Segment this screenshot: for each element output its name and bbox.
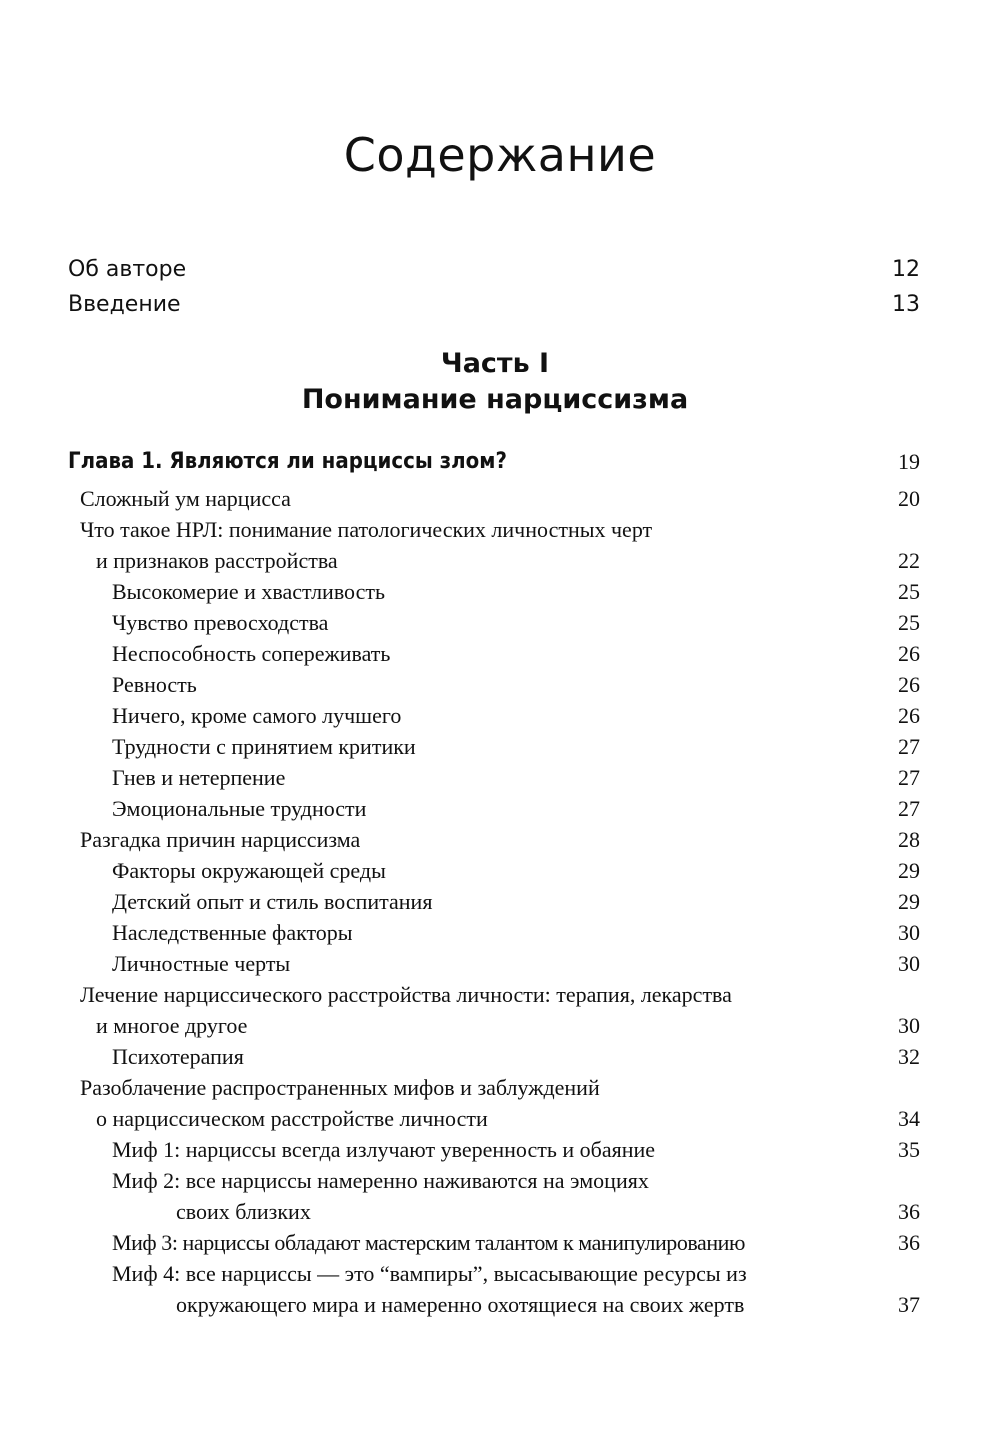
toc-entry — [0, 855, 1000, 887]
toc-entry-page: 27 — [898, 765, 920, 790]
toc-entry-page: 36 — [898, 1230, 920, 1255]
toc-entry — [0, 793, 1000, 825]
toc-entry — [0, 917, 1000, 949]
toc-entry-page: 29 — [898, 858, 920, 883]
toc-entry-page: 26 — [898, 672, 920, 697]
toc-entry — [0, 1289, 1000, 1321]
toc-entry — [0, 1103, 1000, 1135]
toc-entry-label: Миф 3: нарциссы обладают мастерским талантом к манипулированию — [112, 1230, 745, 1255]
chapter-label: Глава 1. Являются ли нарциссы злом? — [68, 449, 507, 474]
toc-chapter-1 — [0, 446, 1000, 478]
toc-entry-label: Ревность — [112, 672, 197, 697]
toc-entry-label: Чувство превосходства — [112, 610, 329, 635]
toc-entry-label: Личностные черты — [112, 951, 291, 976]
toc-entry — [0, 762, 1000, 794]
toc-entry-label: Ничего, кроме самого лучшего — [112, 703, 402, 728]
toc-entry-page: 36 — [898, 1199, 920, 1224]
toc-entry-page: 29 — [898, 889, 920, 914]
toc-entry-page: 30 — [898, 1013, 920, 1038]
toc-entry — [0, 1010, 1000, 1042]
toc-entry-label: Введение — [68, 292, 181, 317]
toc-entry — [0, 979, 1000, 1011]
toc-entry — [0, 1134, 1000, 1166]
toc-entry — [0, 483, 1000, 515]
toc-entry — [0, 514, 1000, 546]
toc-entry — [0, 607, 1000, 639]
toc-entry-label: Что такое НРЛ: понимание патологических личностных черт — [80, 517, 653, 542]
toc-entry — [0, 1258, 1000, 1290]
part-label: Часть I — [440, 348, 550, 379]
toc-entry-page: 27 — [898, 734, 920, 759]
toc-entry-label: Миф 4: все нарциссы — это “вампиры”, высасывающие ресурсы из — [112, 1261, 747, 1286]
toc-entry-page: 30 — [898, 951, 920, 976]
toc-entry-page: 22 — [898, 548, 920, 573]
toc-entry-label: о нарциссическом расстройстве личности — [96, 1106, 488, 1131]
toc-entry-label: Наследственные факторы — [112, 920, 353, 945]
toc-entry-page: 28 — [898, 827, 920, 852]
toc-entry — [0, 1072, 1000, 1104]
toc-entry-label: Миф 2: все нарциссы намеренно наживаются на эмоциях — [112, 1168, 649, 1193]
toc-entry — [0, 1227, 1000, 1259]
page-title: Содержание — [343, 128, 657, 182]
toc-entry — [0, 638, 1000, 670]
toc-entry-page: 13 — [892, 292, 920, 317]
toc-entry-label: окружающего мира и намеренно охотящиеся на своих жертв — [176, 1292, 745, 1317]
toc-entry — [0, 824, 1000, 856]
toc-entry-label: Трудности с принятием критики — [112, 734, 416, 759]
toc-entry-page: 26 — [898, 641, 920, 666]
toc-entry-page: 12 — [892, 257, 920, 282]
toc-entry-label: и признаков расстройства — [96, 548, 338, 573]
toc-entry — [0, 1196, 1000, 1228]
chapter-page: 19 — [898, 449, 920, 474]
toc-entry — [0, 700, 1000, 732]
toc-entry — [0, 886, 1000, 918]
toc-entry-page: 26 — [898, 703, 920, 728]
toc-entry-label: Гнев и нетерпение — [112, 765, 286, 790]
toc-entry-about-author — [0, 254, 1000, 286]
toc-entry-introduction — [0, 289, 1000, 321]
toc-entry-page: 20 — [898, 486, 920, 511]
toc-entry-label: Лечение нарциссического расстройства личности: терапия, лекарства — [80, 982, 732, 1007]
toc-entry — [0, 545, 1000, 577]
toc-entry-page: 25 — [898, 579, 920, 604]
toc-entry-label: Высокомерие и хвастливость — [112, 579, 386, 604]
toc-entry-label: Факторы окружающей среды — [112, 858, 386, 883]
toc-entry-label: Миф 1: нарциссы всегда излучают уверенность и обаяние — [112, 1137, 656, 1162]
toc-entry-page: 30 — [898, 920, 920, 945]
toc-entry-label: своих близких — [176, 1199, 311, 1224]
toc-entry-label: Эмоциональные трудности — [112, 796, 367, 821]
toc-entry — [0, 948, 1000, 980]
toc-entry-page: 27 — [898, 796, 920, 821]
toc-entry-label: Разоблачение распространенных мифов и заблуждений — [80, 1075, 600, 1100]
toc-entry — [0, 669, 1000, 701]
toc-entry-page: 34 — [898, 1106, 920, 1131]
toc-entry-label: Детский опыт и стиль воспитания — [112, 889, 433, 914]
toc-entry-label: и многое другое — [96, 1013, 248, 1038]
toc-entry — [0, 731, 1000, 763]
toc-entry-label: Сложный ум нарцисса — [80, 486, 291, 511]
part-title: Понимание нарциссизма — [301, 384, 689, 415]
toc-entry — [0, 1041, 1000, 1073]
toc-entry-label: Неспособность сопереживать — [112, 641, 391, 666]
toc-entry-page: 37 — [898, 1292, 920, 1317]
toc-entry — [0, 576, 1000, 608]
toc-entry-label: Разгадка причин нарциссизма — [80, 827, 361, 852]
toc-entry-page: 25 — [898, 610, 920, 635]
toc-entry-label: Об авторе — [68, 257, 187, 282]
toc-entry-page: 35 — [898, 1137, 920, 1162]
toc-entry-page: 32 — [898, 1044, 920, 1069]
toc-entry-label: Психотерапия — [112, 1044, 244, 1069]
toc-entry — [0, 1165, 1000, 1197]
